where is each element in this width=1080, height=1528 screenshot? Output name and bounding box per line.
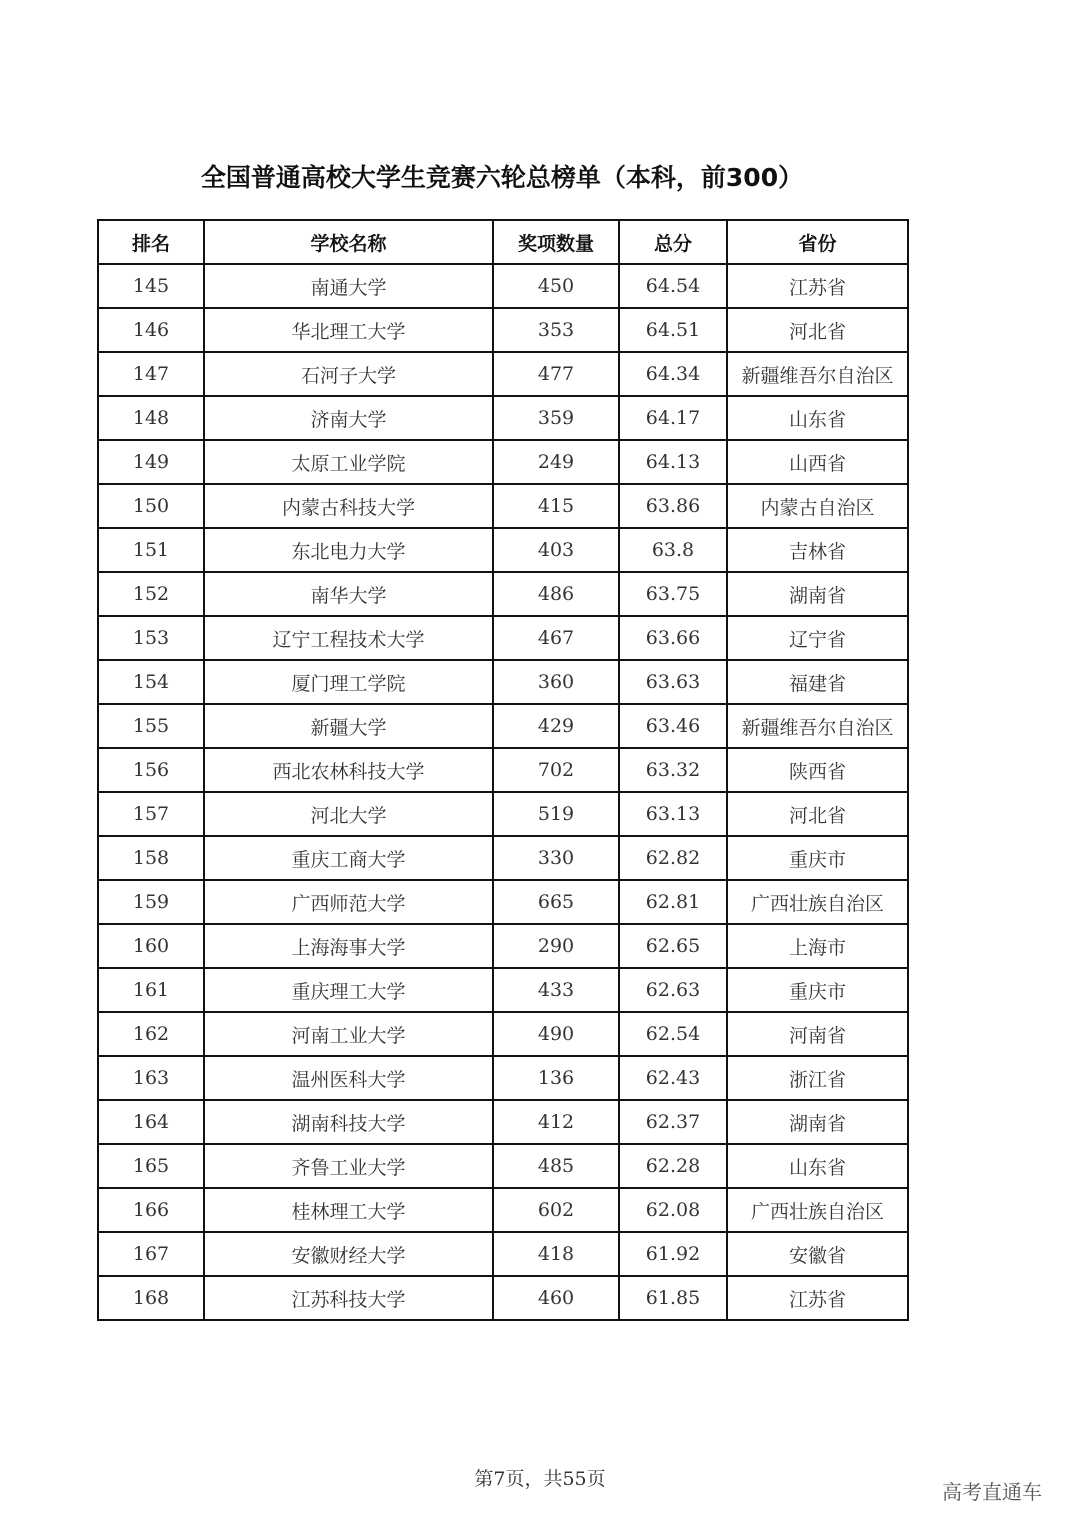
province-cell: 安徽省 xyxy=(727,1232,908,1276)
awards-cell: 450 xyxy=(493,264,619,308)
awards-cell: 136 xyxy=(493,1056,619,1100)
school-cell: 南通大学 xyxy=(204,264,493,308)
school-cell: 河北大学 xyxy=(204,792,493,836)
province-cell: 重庆市 xyxy=(727,968,908,1012)
school-cell: 厦门理工学院 xyxy=(204,660,493,704)
header-rank: 排名 xyxy=(98,220,204,264)
awards-cell: 403 xyxy=(493,528,619,572)
school-cell: 南华大学 xyxy=(204,572,493,616)
school-cell: 湖南科技大学 xyxy=(204,1100,493,1144)
province-cell: 陕西省 xyxy=(727,748,908,792)
province-cell: 广西壮族自治区 xyxy=(727,880,908,924)
rank-cell: 168 xyxy=(98,1276,204,1320)
score-cell: 63.66 xyxy=(619,616,727,660)
awards-cell: 702 xyxy=(493,748,619,792)
province-cell: 湖南省 xyxy=(727,572,908,616)
province-cell: 山西省 xyxy=(727,440,908,484)
rank-cell: 150 xyxy=(98,484,204,528)
table-row xyxy=(98,660,908,704)
table-row xyxy=(98,924,908,968)
score-cell: 62.65 xyxy=(619,924,727,968)
school-cell: 河南工业大学 xyxy=(204,1012,493,1056)
province-cell: 湖南省 xyxy=(727,1100,908,1144)
table-row xyxy=(98,1056,908,1100)
rank-cell: 165 xyxy=(98,1144,204,1188)
rank-cell: 160 xyxy=(98,924,204,968)
awards-cell: 249 xyxy=(493,440,619,484)
table-row xyxy=(98,1232,908,1276)
rank-cell: 155 xyxy=(98,704,204,748)
rank-cell: 167 xyxy=(98,1232,204,1276)
score-cell: 63.32 xyxy=(619,748,727,792)
rank-cell: 149 xyxy=(98,440,204,484)
awards-cell: 353 xyxy=(493,308,619,352)
school-cell: 东北电力大学 xyxy=(204,528,493,572)
rank-cell: 147 xyxy=(98,352,204,396)
table-row xyxy=(98,1188,908,1232)
awards-cell: 460 xyxy=(493,1276,619,1320)
score-cell: 62.37 xyxy=(619,1100,727,1144)
province-cell: 河南省 xyxy=(727,1012,908,1056)
awards-cell: 429 xyxy=(493,704,619,748)
rank-cell: 153 xyxy=(98,616,204,660)
table-row xyxy=(98,704,908,748)
watermark: 高考直通车 xyxy=(942,1480,1042,1504)
province-cell: 重庆市 xyxy=(727,836,908,880)
school-cell: 广西师范大学 xyxy=(204,880,493,924)
rank-cell: 158 xyxy=(98,836,204,880)
score-cell: 62.82 xyxy=(619,836,727,880)
page-number: 第7页，共55页 xyxy=(474,1468,606,1490)
table-row xyxy=(98,440,908,484)
table-row xyxy=(98,264,908,308)
rank-cell: 146 xyxy=(98,308,204,352)
awards-cell: 418 xyxy=(493,1232,619,1276)
table-row xyxy=(98,528,908,572)
province-cell: 吉林省 xyxy=(727,528,908,572)
score-cell: 63.46 xyxy=(619,704,727,748)
score-cell: 63.13 xyxy=(619,792,727,836)
score-cell: 63.75 xyxy=(619,572,727,616)
table-row xyxy=(98,572,908,616)
score-cell: 63.8 xyxy=(619,528,727,572)
province-cell: 上海市 xyxy=(727,924,908,968)
awards-cell: 330 xyxy=(493,836,619,880)
province-cell: 江苏省 xyxy=(727,264,908,308)
school-cell: 石河子大学 xyxy=(204,352,493,396)
school-cell: 华北理工大学 xyxy=(204,308,493,352)
awards-cell: 412 xyxy=(493,1100,619,1144)
score-cell: 64.17 xyxy=(619,396,727,440)
school-cell: 桂林理工大学 xyxy=(204,1188,493,1232)
score-cell: 62.81 xyxy=(619,880,727,924)
table-row xyxy=(98,396,908,440)
table-header-row xyxy=(98,220,908,264)
awards-cell: 415 xyxy=(493,484,619,528)
school-cell: 济南大学 xyxy=(204,396,493,440)
score-cell: 62.43 xyxy=(619,1056,727,1100)
awards-cell: 519 xyxy=(493,792,619,836)
rank-cell: 154 xyxy=(98,660,204,704)
score-cell: 61.92 xyxy=(619,1232,727,1276)
score-cell: 64.51 xyxy=(619,308,727,352)
score-cell: 62.54 xyxy=(619,1012,727,1056)
school-cell: 西北农林科技大学 xyxy=(204,748,493,792)
school-cell: 新疆大学 xyxy=(204,704,493,748)
rank-cell: 157 xyxy=(98,792,204,836)
rank-cell: 151 xyxy=(98,528,204,572)
school-cell: 上海海事大学 xyxy=(204,924,493,968)
awards-cell: 477 xyxy=(493,352,619,396)
awards-cell: 360 xyxy=(493,660,619,704)
province-cell: 新疆维吾尔自治区 xyxy=(727,704,908,748)
rank-cell: 156 xyxy=(98,748,204,792)
table-row xyxy=(98,748,908,792)
school-cell: 辽宁工程技术大学 xyxy=(204,616,493,660)
province-cell: 内蒙古自治区 xyxy=(727,484,908,528)
table-row xyxy=(98,1276,908,1320)
rank-cell: 166 xyxy=(98,1188,204,1232)
awards-cell: 486 xyxy=(493,572,619,616)
school-cell: 温州医科大学 xyxy=(204,1056,493,1100)
awards-cell: 485 xyxy=(493,1144,619,1188)
score-cell: 62.63 xyxy=(619,968,727,1012)
score-cell: 63.86 xyxy=(619,484,727,528)
table-row xyxy=(98,880,908,924)
table-row xyxy=(98,1144,908,1188)
score-cell: 62.28 xyxy=(619,1144,727,1188)
score-cell: 61.85 xyxy=(619,1276,727,1320)
province-cell: 浙江省 xyxy=(727,1056,908,1100)
awards-cell: 290 xyxy=(493,924,619,968)
awards-cell: 490 xyxy=(493,1012,619,1056)
header-score: 总分 xyxy=(619,220,727,264)
province-cell: 河北省 xyxy=(727,792,908,836)
rank-cell: 163 xyxy=(98,1056,204,1100)
header-awards: 奖项数量 xyxy=(493,220,619,264)
province-cell: 福建省 xyxy=(727,660,908,704)
header-province: 省份 xyxy=(727,220,908,264)
school-cell: 太原工业学院 xyxy=(204,440,493,484)
page-title: 全国普通高校大学生竞赛六轮总榜单（本科，前300） xyxy=(200,163,804,192)
awards-cell: 467 xyxy=(493,616,619,660)
score-cell: 63.63 xyxy=(619,660,727,704)
table-row xyxy=(98,308,908,352)
score-cell: 64.13 xyxy=(619,440,727,484)
table-row xyxy=(98,1012,908,1056)
school-cell: 齐鲁工业大学 xyxy=(204,1144,493,1188)
rank-cell: 164 xyxy=(98,1100,204,1144)
province-cell: 江苏省 xyxy=(727,1276,908,1320)
ranking-table xyxy=(97,219,909,1321)
rank-cell: 162 xyxy=(98,1012,204,1056)
score-cell: 64.34 xyxy=(619,352,727,396)
table-row xyxy=(98,968,908,1012)
table-row xyxy=(98,836,908,880)
school-cell: 江苏科技大学 xyxy=(204,1276,493,1320)
table-row xyxy=(98,352,908,396)
province-cell: 山东省 xyxy=(727,1144,908,1188)
rank-cell: 145 xyxy=(98,264,204,308)
province-cell: 新疆维吾尔自治区 xyxy=(727,352,908,396)
table-row xyxy=(98,792,908,836)
table-row xyxy=(98,484,908,528)
school-cell: 重庆理工大学 xyxy=(204,968,493,1012)
rank-cell: 159 xyxy=(98,880,204,924)
score-cell: 64.54 xyxy=(619,264,727,308)
rank-cell: 161 xyxy=(98,968,204,1012)
table-body xyxy=(98,264,908,1320)
awards-cell: 433 xyxy=(493,968,619,1012)
province-cell: 广西壮族自治区 xyxy=(727,1188,908,1232)
rank-cell: 148 xyxy=(98,396,204,440)
awards-cell: 359 xyxy=(493,396,619,440)
rank-cell: 152 xyxy=(98,572,204,616)
table-row xyxy=(98,1100,908,1144)
awards-cell: 665 xyxy=(493,880,619,924)
school-cell: 内蒙古科技大学 xyxy=(204,484,493,528)
school-cell: 重庆工商大学 xyxy=(204,836,493,880)
awards-cell: 602 xyxy=(493,1188,619,1232)
province-cell: 辽宁省 xyxy=(727,616,908,660)
school-cell: 安徽财经大学 xyxy=(204,1232,493,1276)
province-cell: 山东省 xyxy=(727,396,908,440)
table-row xyxy=(98,616,908,660)
header-school: 学校名称 xyxy=(204,220,493,264)
province-cell: 河北省 xyxy=(727,308,908,352)
score-cell: 62.08 xyxy=(619,1188,727,1232)
